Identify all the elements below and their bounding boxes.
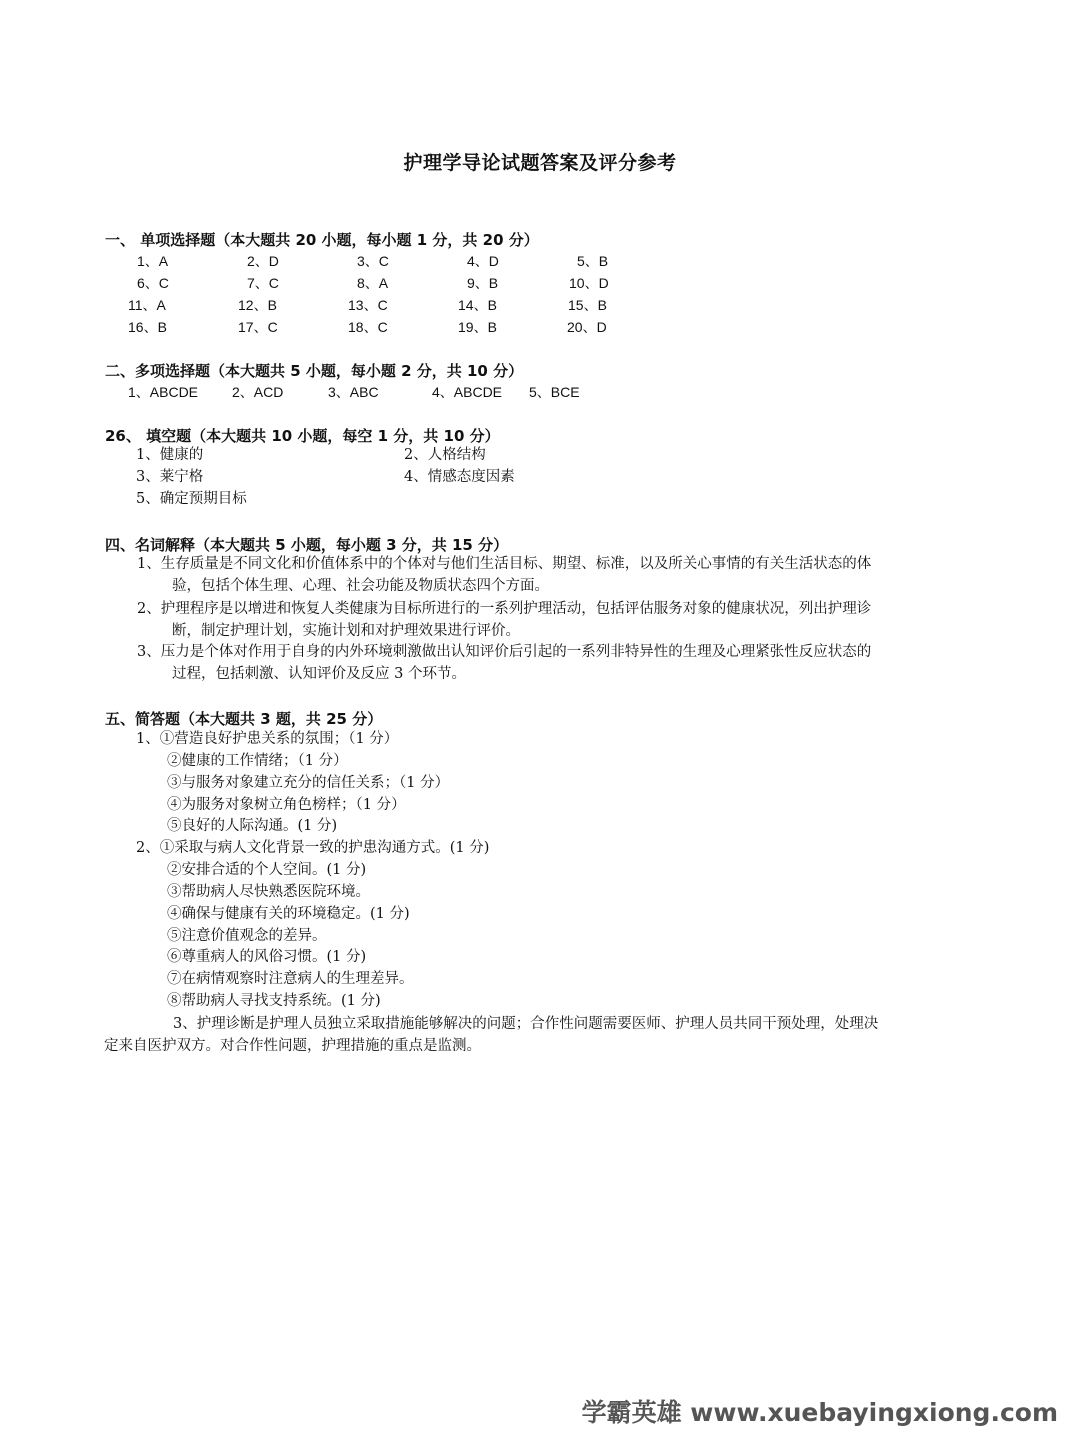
answer-item: 2、D bbox=[247, 253, 279, 269]
answer-item: 16、B bbox=[128, 319, 167, 335]
answer-line: ②安排合适的个人空间。(1 分) bbox=[167, 862, 367, 878]
answer-item: 15、B bbox=[568, 297, 607, 313]
answer-item: 4、ABCDE bbox=[432, 384, 503, 400]
answer-line: 1、①营造良好护患关系的氛围；（1 分） bbox=[136, 731, 399, 747]
answer-line: ②健康的工作情绪；（1 分） bbox=[167, 753, 348, 769]
fill-blank-item: 4、情感态度因素 bbox=[404, 469, 515, 485]
answer-item: 17、C bbox=[238, 319, 278, 335]
site-watermark: 学霸英雄 www.xuebayingxiong.com bbox=[581, 1398, 1058, 1427]
answer-item: 1、A bbox=[137, 253, 169, 269]
answer-item: 19、B bbox=[458, 319, 497, 335]
answer-item: 12、B bbox=[238, 297, 277, 313]
answer-line: ⑦在病情观察时注意病人的生理差异。 bbox=[167, 971, 414, 987]
answer-line: 2、①采取与病人文化背景一致的护患沟通方式。(1 分) bbox=[136, 840, 490, 856]
answer-item: 11、A bbox=[128, 297, 166, 313]
answer-line: ④为服务对象树立角色榜样；（1 分） bbox=[167, 797, 406, 813]
definition-line: 2、护理程序是以增进和恢复人类健康为目标所进行的一系列护理活动，包括评估服务对象的健康状况，列出护理诊 bbox=[137, 601, 872, 617]
answer-line: ③帮助病人尽快熟悉医院环境。 bbox=[167, 884, 370, 900]
definition-line: 过程，包括刺激、认知评价及反应 3 个环节。 bbox=[172, 666, 466, 682]
answer-line: ⑧帮助病人寻找支持系统。(1 分) bbox=[167, 993, 381, 1009]
answer-item: 7、C bbox=[247, 275, 279, 291]
answer-item: 4、D bbox=[467, 253, 499, 269]
answer-line: ③与服务对象建立充分的信任关系；（1 分） bbox=[167, 775, 450, 791]
fill-blank-item: 1、健康的 bbox=[136, 447, 204, 463]
definition-line: 1、生存质量是不同文化和价值体系中的个体对与他们生活目标、期望、标准，以及所关心事情的有关生活状态的体 bbox=[137, 556, 872, 572]
section5-heading: 五、简答题（本大题共 3 题，共 25 分） bbox=[105, 710, 383, 728]
answer-line: 3、护理诊断是护理人员独立采取措施能够解决的问题；合作性问题需要医师、护理人员共同干预处理，处理决 bbox=[173, 1016, 879, 1032]
answer-item: 3、ABC bbox=[328, 384, 379, 400]
answer-line: 定来自医护双方。对合作性问题，护理措施的重点是监测。 bbox=[104, 1038, 481, 1054]
answer-item: 13、C bbox=[348, 297, 388, 313]
answer-item: 2、ACD bbox=[232, 384, 284, 400]
answer-item: 8、A bbox=[357, 275, 389, 291]
answer-line: ⑥尊重病人的风俗习惯。(1 分) bbox=[167, 949, 367, 965]
definition-line: 3、压力是个体对作用于自身的内外环境刺激做出认知评价后引起的一系列非特异性的生理及心理紧张性反应状态的 bbox=[137, 644, 872, 660]
fill-blank-item: 3、莱宁格 bbox=[136, 469, 204, 485]
answer-item: 6、C bbox=[137, 275, 169, 291]
section2-heading: 二、多项选择题（本大题共 5 小题，每小题 2 分，共 10 分） bbox=[105, 362, 524, 380]
answer-item: 3、C bbox=[357, 253, 389, 269]
section1-heading: 一、 单项选择题（本大题共 20 小题，每小题 1 分，共 20 分） bbox=[105, 231, 539, 249]
answer-item: 20、D bbox=[567, 319, 607, 335]
definition-line: 断，制定护理计划，实施计划和对护理效果进行评价。 bbox=[172, 623, 520, 639]
answer-line: ④确保与健康有关的环境稳定。(1 分) bbox=[167, 906, 410, 922]
section3-heading: 26、 填空题（本大题共 10 小题，每空 1 分，共 10 分） bbox=[105, 427, 500, 445]
answer-item: 1、ABCDE bbox=[128, 384, 199, 400]
answer-line: ⑤良好的人际沟通。(1 分) bbox=[167, 818, 338, 834]
answer-item: 18、C bbox=[348, 319, 388, 335]
answer-item: 5、BCE bbox=[529, 384, 580, 400]
section4-heading: 四、名词解释（本大题共 5 小题，每小题 3 分，共 15 分） bbox=[105, 536, 509, 554]
fill-blank-item: 5、确定预期目标 bbox=[136, 491, 247, 507]
definition-line: 验，包括个体生理、心理、社会功能及物质状态四个方面。 bbox=[172, 578, 549, 594]
answer-item: 9、B bbox=[467, 275, 499, 291]
answer-item: 5、B bbox=[577, 253, 609, 269]
answer-item: 14、B bbox=[458, 297, 497, 313]
answer-line: ⑤注意价值观念的差异。 bbox=[167, 928, 327, 944]
answer-item: 10、D bbox=[569, 275, 609, 291]
page-title: 护理学导论试题答案及评分参考 bbox=[403, 152, 677, 174]
fill-blank-item: 2、人格结构 bbox=[404, 447, 486, 463]
